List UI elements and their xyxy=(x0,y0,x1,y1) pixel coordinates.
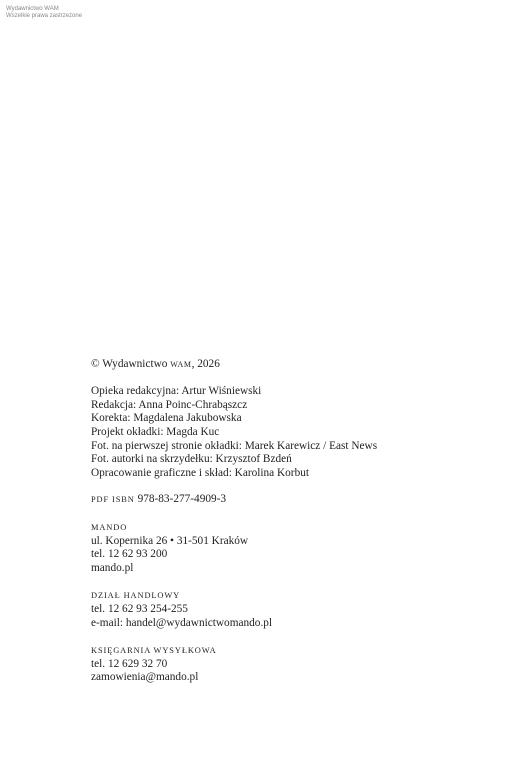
copyright-block xyxy=(91,358,501,372)
isbn-value: 978-83-277-4909-3 xyxy=(134,493,227,506)
watermark xyxy=(6,6,82,20)
sales-heading: DZIAŁ HANDLOWY xyxy=(91,591,181,601)
imprint-content xyxy=(91,358,501,685)
credits-block xyxy=(91,385,501,480)
credit-editorial-supervision: Opieka redakcyjna: Artur Wiśniewski xyxy=(91,385,262,398)
bookstore-block xyxy=(91,644,501,685)
isbn-line xyxy=(91,493,501,507)
publisher-block xyxy=(91,521,501,575)
sales-phone: tel. 12 62 93 254-255 xyxy=(91,602,188,615)
credit-author-photo: Fot. autorki na skrzydełku: Krzysztof Bzdeń xyxy=(91,453,292,466)
publisher-address: ul. Kopernika 26 • 31-501 Kraków xyxy=(91,534,249,547)
copyright-brand: wam xyxy=(170,358,192,370)
publisher-name: MANDO xyxy=(91,522,128,532)
bookstore-phone: tel. 12 629 32 70 xyxy=(91,657,168,670)
sales-email: e-mail: handel@wydawnictwomando.pl xyxy=(91,616,273,629)
bookstore-email: zamowienia@mando.pl xyxy=(91,671,199,684)
copyright-suffix: , 2026 xyxy=(191,358,220,370)
bookstore-heading: KSIĘGARNIA WYSYŁKOWA xyxy=(91,646,217,656)
isbn-block xyxy=(91,493,501,507)
publisher-phone: tel. 12 62 93 200 xyxy=(91,548,168,561)
publisher-website: mando.pl xyxy=(91,561,134,574)
sales-block xyxy=(91,589,501,630)
watermark-line-rights: Wszelkie prawa zastrzeżone xyxy=(6,13,83,19)
copyright-line xyxy=(91,358,501,372)
credit-cover-design: Projekt okładki: Magda Kuc xyxy=(91,425,220,438)
watermark-line-publisher: Wydawnictwo WAM xyxy=(6,6,59,12)
isbn-label: PDF ISBN xyxy=(91,495,135,505)
credit-typesetting: Opracowanie graficzne i skład: Karolina Korbut xyxy=(91,466,310,479)
copyright-prefix: © Wydawnictwo xyxy=(91,358,171,370)
credit-editing: Redakcja: Anna Poinc-Chrabąszcz xyxy=(91,398,248,411)
credit-cover-photo: Fot. na pierwszej stronie okładki: Marek Karewicz / East News xyxy=(91,439,378,452)
credit-proofreading: Korekta: Magdalena Jakubowska xyxy=(91,412,242,425)
